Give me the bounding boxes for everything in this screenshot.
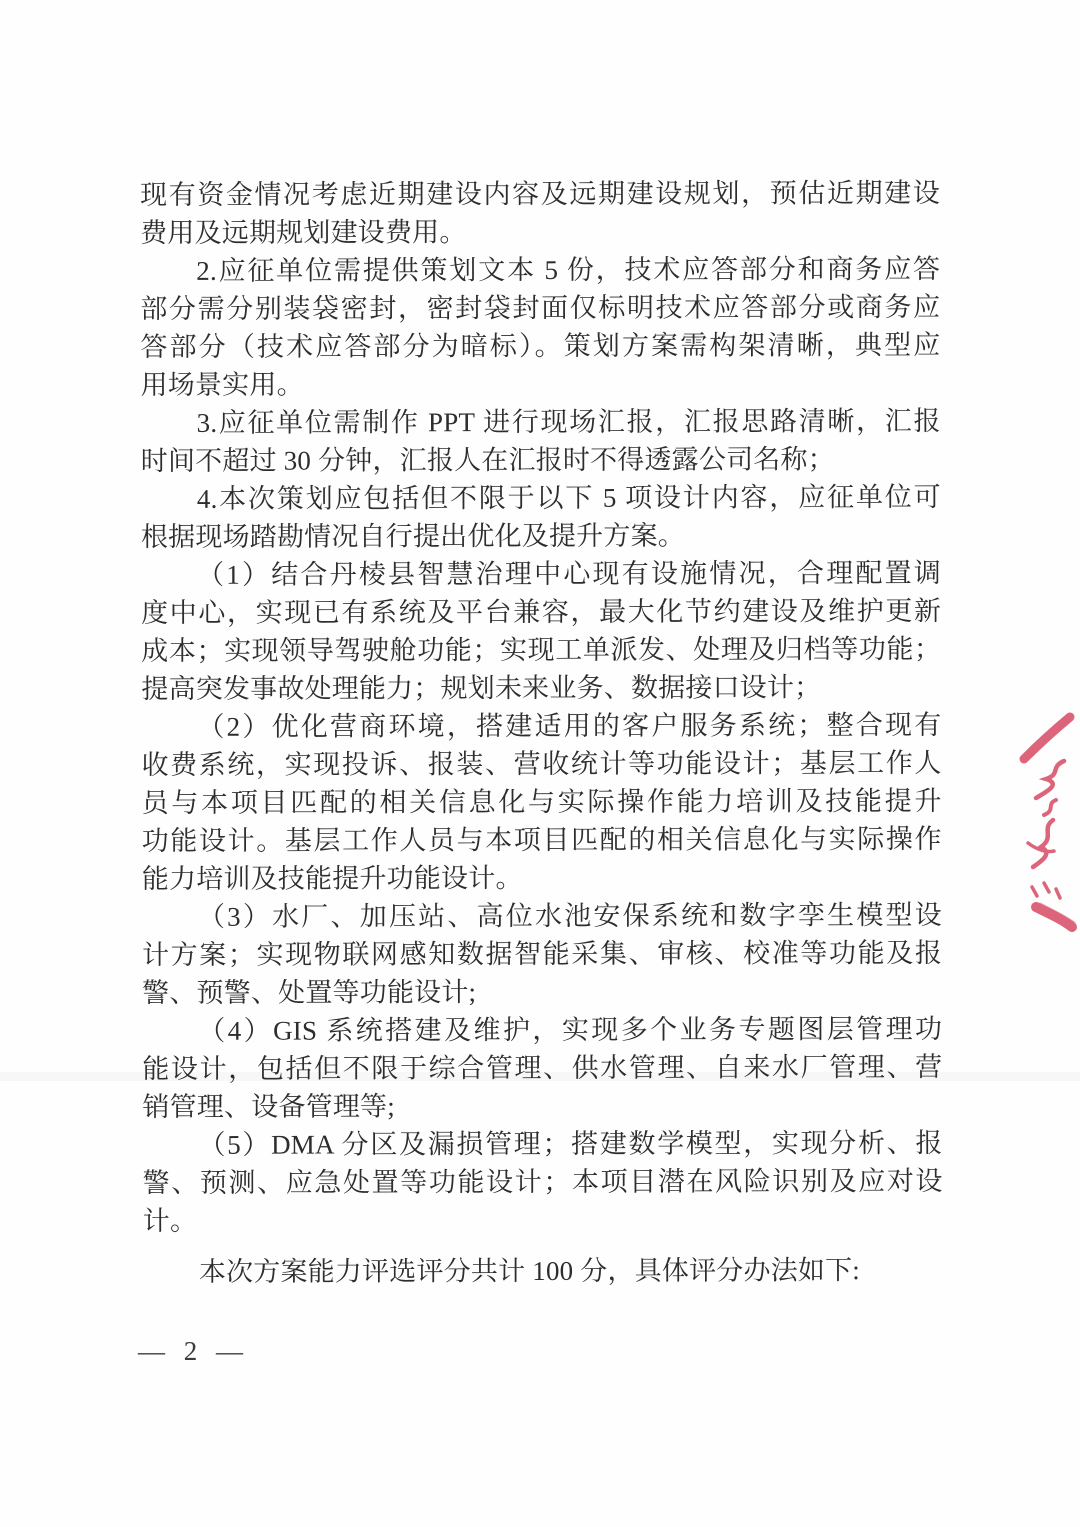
text-line: 4.本次策划应包括但不限于以下 5 项设计内容，应征单位可 — [196, 481, 941, 514]
text-line: 本次方案能力评选评分共计 100 分，具体评分办法如下: — [198, 1255, 861, 1287]
text-line: 现有资金情况考虑近期建设内容及远期建设规划，预估近期建设 — [140, 177, 941, 210]
text-line: 根据现场踏勘情况自行提出优化及提升方案。 — [140, 520, 685, 552]
text-line: 用场景实用。 — [140, 369, 304, 400]
text-line: 警、预警、处置等功能设计; — [142, 977, 477, 1008]
text-line: 警、预测、应急处置等功能设计；本项目潜在风险识别及应对设 — [142, 1165, 943, 1198]
text-line: 能力培训及技能提升功能设计。 — [141, 863, 523, 894]
text-line: 答部分（技术应答部分为暗标）。策划方案需构架清晰，典型应 — [140, 329, 941, 362]
text-line: （4）GIS 系统搭建及维护，实现多个业务专题图层管理功 — [198, 1013, 943, 1046]
text-line: 度中心，实现已有系统及平台兼容，最大化节约建设及维护更新 — [141, 595, 942, 628]
text-line: 时间不超过 30 分钟，汇报人在汇报时不得透露公司名称； — [140, 444, 835, 476]
paragraph — [142, 1010, 942, 1126]
red-ink-annotation — [1006, 703, 1080, 938]
text-line: 功能设计。基层工作人员与本项目匹配的相关信息化与实际操作 — [141, 823, 942, 856]
paragraph — [140, 174, 940, 252]
text-line: 员与本项目匹配的相关信息化与实际操作能力培训及技能提升 — [141, 785, 942, 818]
text-line: 计。 — [142, 1205, 198, 1236]
paragraph — [142, 896, 942, 1012]
text-line: 费用及远期规划建设费用。 — [140, 217, 467, 248]
paragraph — [143, 1251, 943, 1291]
text-line: 部分需分别装袋密封，密封袋封面仅标明技术应答部分或商务应 — [140, 291, 941, 324]
paragraph — [141, 706, 941, 898]
text-line: 能设计，包括但不限于综合管理、供水管理、自来水厂管理、营 — [142, 1051, 943, 1084]
text-line: 销管理、设备管理等; — [142, 1091, 395, 1122]
text-line: （1）结合丹棱县智慧治理中心现有设施情况，合理配置调 — [197, 557, 942, 590]
text-line: （2）优化营商环境，搭建适用的客户服务系统；整合现有 — [197, 709, 942, 742]
paragraph — [141, 402, 941, 480]
text-line: 3.应征单位需制作 PPT 进行现场汇报，汇报思路清晰，汇报 — [196, 405, 941, 438]
text-line: 2.应征单位需提供策划文本 5 份，技术应答部分和商务应答 — [196, 253, 941, 286]
text-line: 提高突发事故处理能力；规划未来业务、数据接口设计； — [141, 672, 822, 704]
text-line: 计方案；实现物联网感知数据智能采集、审核、校准等功能及报 — [142, 937, 943, 970]
text-line: （3）水厂、加压站、高位水池安保系统和数字孪生模型设 — [197, 899, 942, 932]
text-line: （5）DMA 分区及漏损管理；搭建数学模型，实现分析、报 — [198, 1127, 943, 1160]
text-line: 收费系统，实现投诉、报装、营收统计等功能设计；基层工作人 — [141, 747, 942, 780]
paragraph — [140, 250, 940, 404]
document-body — [140, 174, 943, 1291]
paragraph — [142, 1124, 942, 1240]
page-number: — 2 — — [138, 1336, 249, 1366]
text-line: 成本；实现领导驾驶舱功能；实现工单派发、处理及归档等功能； — [141, 633, 942, 666]
paragraph — [141, 554, 941, 708]
paragraph — [141, 478, 941, 556]
